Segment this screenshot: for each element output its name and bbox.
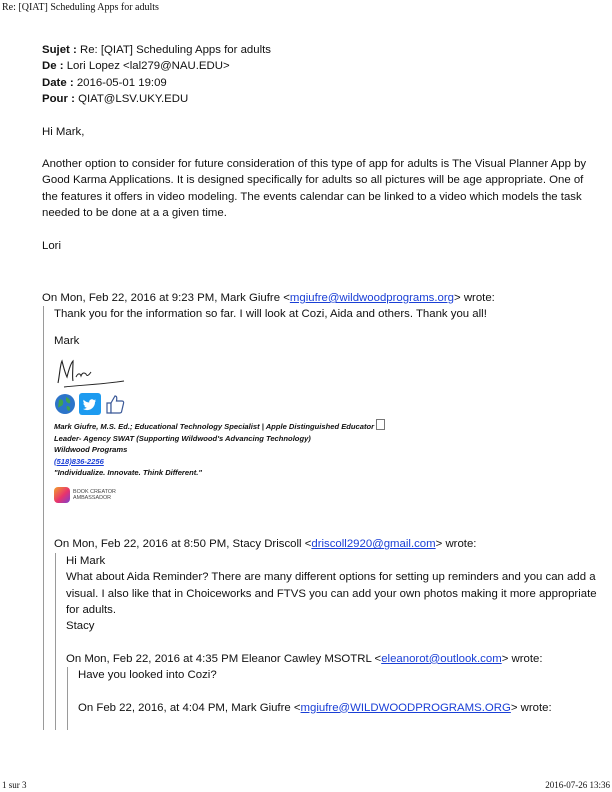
twitter-icon[interactable] (79, 393, 101, 415)
quote2-email-link[interactable]: driscoll2920@gmail.com (311, 538, 436, 551)
to-line (42, 91, 602, 107)
from-label: De : (42, 60, 64, 73)
print-footer (0, 780, 612, 792)
from-line (42, 58, 602, 74)
quote2-signoff: Stacy (66, 620, 95, 633)
email-message (42, 42, 602, 730)
quote3-block (67, 667, 602, 730)
print-header-title: Re: [QIAT] Scheduling Apps for adults (2, 2, 159, 13)
quote1-attribution: On Mon, Feb 22, 2016 at 9:23 PM, Mark Giufre <mgiufre@wildwoodprograms.org> wrote: (42, 292, 495, 305)
quote1-block (43, 306, 602, 729)
quote1-signoff: Mark (54, 334, 80, 347)
book-creator-ambassador-badge: BOOK CREATOR AMBASSADOR (54, 487, 116, 503)
subject-value: Re: [QIAT] Scheduling Apps for adults (79, 44, 271, 56)
quote1-email-link[interactable]: mgiufre@wildwoodprograms.org (289, 292, 455, 305)
thumbs-up-icon[interactable] (104, 393, 126, 415)
date-line (42, 75, 602, 91)
to-label: Pour : (42, 93, 75, 106)
quote2-greeting: Hi Mark (66, 554, 106, 567)
message-body: Another option to consider for future consideration of this type of app for adults is The Visual Planner App by Good Karma Applications. It is designed specifically for adults so all pictures will be age appropriate. One of the features it offers in video modeling. The events calendar can be linked to a video which models the task needed to be done at a a given time. (42, 158, 587, 220)
message-signoff: Lori (42, 239, 61, 252)
page-number: 1 sur 3 (2, 780, 27, 790)
quote1-body: Thank you for the information so far. I will look at Cozi, Aida and others. Thank you all! (54, 308, 487, 321)
signature-block (54, 419, 602, 506)
print-datetime: 2016-07-26 13:36 (545, 780, 610, 790)
signature-line2: Leader- Agency SWAT (Supporting Wildwood's Advancing Technology) (54, 433, 311, 443)
social-icons (54, 393, 602, 415)
book-creator-logo-icon (54, 487, 70, 503)
broken-image-icon (376, 419, 385, 430)
quote3-attribution: On Mon, Feb 22, 2016 at 4:35 PM Eleanor Cawley MSOTRL <eleanorot@outlook.com> wrote: (66, 652, 543, 665)
signature-line3: Wildwood Programs (54, 445, 128, 455)
signature-phone-link[interactable]: (518)836-2256 (54, 456, 104, 466)
signature-line1: Mark Giufre, M.S. Ed.; Educational Technology Specialist | Apple Distinguished Educator (54, 419, 602, 433)
quote2-attribution: On Mon, Feb 22, 2016 at 8:50 PM, Stacy Driscoll <driscoll2920@gmail.com> wrote: (54, 538, 477, 551)
subject-label: Sujet : (42, 44, 77, 56)
date-value: 2016-05-01 19:09 (76, 76, 167, 89)
handwritten-signature-image (54, 357, 126, 389)
to-value: QIAT@LSV.UKY.EDU (78, 93, 189, 106)
quote3-email-link[interactable]: eleanorot@outlook.com (381, 652, 502, 665)
globe-icon[interactable] (54, 393, 76, 415)
quote4-attribution: On Feb 22, 2016, at 4:04 PM, Mark Giufre <mgiufre@WILDWOODPROGRAMS.ORG> wrote: (78, 701, 552, 714)
quote2-block (55, 553, 602, 730)
quote4-email-link[interactable]: mgiufre@WILDWOODPROGRAMS.ORG (300, 701, 511, 714)
signature-motto: "Individualize. Innovate. Think Different." (54, 468, 202, 478)
date-label: Date : (42, 76, 74, 89)
subject-line (42, 42, 602, 58)
quote2-body: What about Aida Reminder? There are many different options for setting up reminders and you can add a visual. I also like that in Choiceworks and FTVS you can add your own photos making it more appropriate for adults. (66, 571, 597, 616)
quote3-body: Have you looked into Cozi? (78, 669, 217, 682)
greeting: Hi Mark, (42, 125, 85, 138)
from-value: Lori Lopez <lal279@NAU.EDU> (66, 60, 230, 73)
